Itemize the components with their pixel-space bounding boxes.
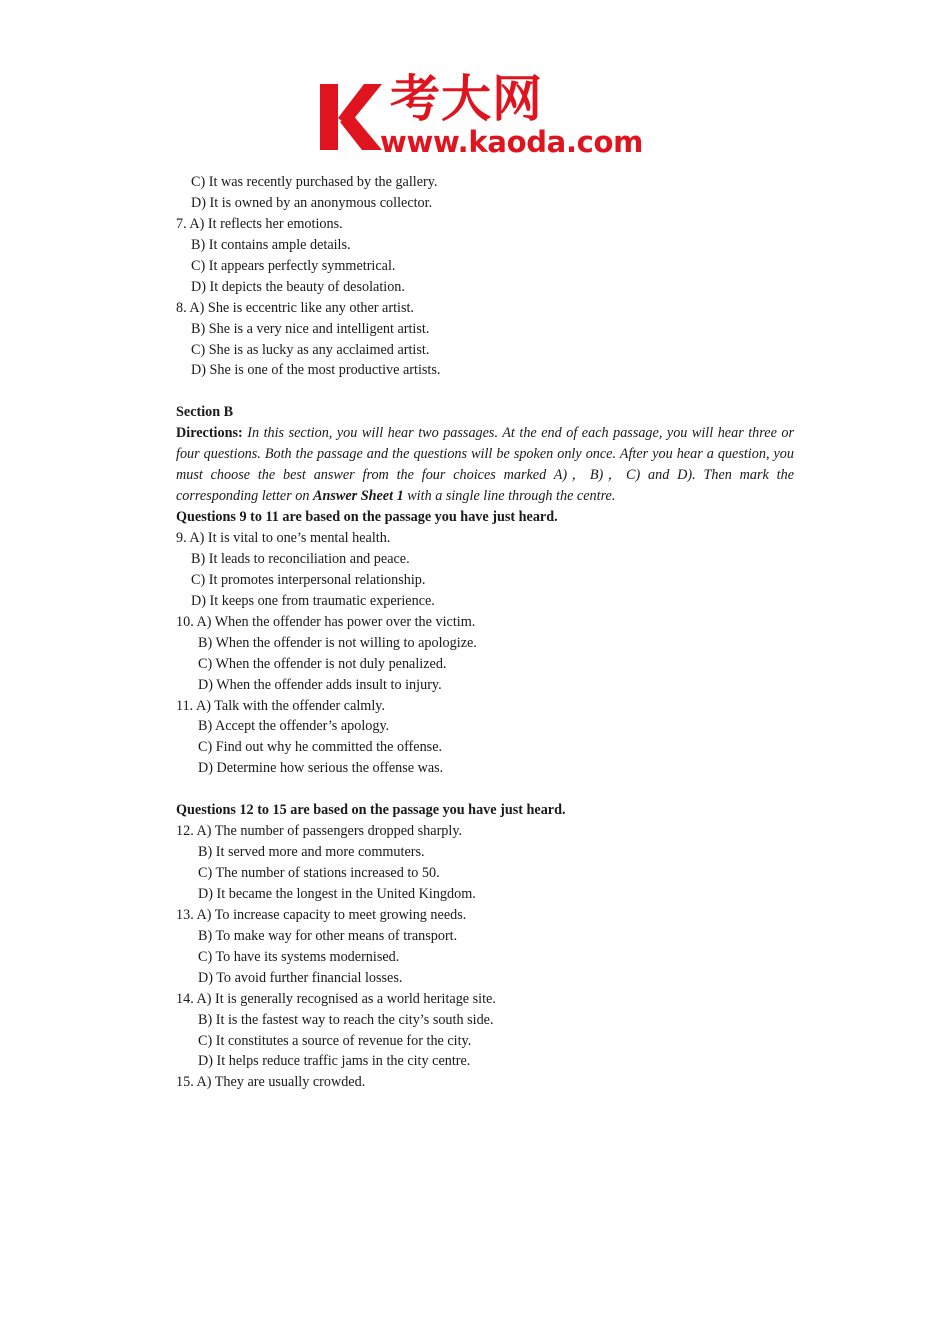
section-directions: Directions: In this section, you will hear two passages. At the end of each passage, you will hear three or four questions. Both the passage and the questions will be spoken only once. After you hear a question, you must choose the best answer from the four choices marked A)，B)，C) and D). Then mark the corresponding letter on Answer Sheet 1 with a single line through the centre. bbox=[176, 425, 794, 505]
question-line: 8. A) She is eccentric like any other artist. bbox=[176, 299, 414, 316]
option-line: C) It was recently purchased by the gallery. bbox=[191, 174, 438, 190]
exam-content bbox=[176, 172, 796, 1093]
option-line: C) The number of stations increased to 50. bbox=[198, 865, 440, 881]
question-line: 7. A) It reflects her emotions. bbox=[176, 215, 343, 232]
group-heading: Questions 12 to 15 are based on the passage you have just heard. bbox=[176, 802, 566, 819]
option-line: D) It helps reduce traffic jams in the city centre. bbox=[198, 1053, 471, 1070]
question-line: 12. A) The number of passengers dropped sharply. bbox=[176, 823, 463, 840]
option-line: D) She is one of the most productive artists. bbox=[191, 362, 441, 379]
question-line: 13. A) To increase capacity to meet growing needs. bbox=[176, 906, 467, 923]
option-line: D) Determine how serious the offense was. bbox=[198, 760, 444, 777]
option-line: D) To avoid further financial losses. bbox=[198, 969, 403, 986]
group1-questions bbox=[176, 528, 796, 779]
option-line: B) Accept the offender’s apology. bbox=[198, 718, 390, 735]
question-line: 11. A) Talk with the offender calmly. bbox=[176, 697, 386, 714]
question-line: 9. A) It is vital to one’s mental health. bbox=[176, 530, 391, 546]
option-line: D) It is owned by an anonymous collector. bbox=[191, 194, 433, 211]
option-line: C) She is as lucky as any acclaimed artist. bbox=[191, 341, 430, 358]
option-line: C) When the offender is not duly penalized. bbox=[198, 655, 447, 672]
option-line: B) When the offender is not willing to apologize. bbox=[198, 634, 477, 651]
option-line: D) It depicts the beauty of desolation. bbox=[191, 278, 405, 295]
logo-url: www.kaoda.com bbox=[380, 125, 644, 159]
option-line: B) It is the fastest way to reach the city’s south side. bbox=[198, 1011, 494, 1028]
group-heading: Questions 9 to 11 are based on the passage you have just heard. bbox=[176, 509, 558, 526]
option-line: B) To make way for other means of transport. bbox=[198, 927, 458, 944]
group2-questions bbox=[176, 821, 796, 1093]
question-line: 10. A) When the offender has power over the victim. bbox=[176, 613, 476, 630]
option-line: C) Find out why he committed the offense. bbox=[198, 739, 443, 756]
option-line: C) It appears perfectly symmetrical. bbox=[191, 257, 396, 274]
option-line: C) It promotes interpersonal relationship. bbox=[191, 571, 426, 588]
option-line: D) When the offender adds insult to injury. bbox=[198, 676, 442, 693]
part1-options bbox=[176, 172, 796, 381]
option-line: B) It leads to reconciliation and peace. bbox=[191, 550, 410, 567]
section-heading: Section B bbox=[176, 404, 234, 421]
option-line: B) It contains ample details. bbox=[191, 236, 351, 253]
question-line: 15. A) They are usually crowded. bbox=[176, 1074, 366, 1091]
option-line: B) She is a very nice and intelligent artist. bbox=[191, 320, 430, 337]
option-line: B) It served more and more commuters. bbox=[198, 844, 425, 861]
question-line: 14. A) It is generally recognised as a world heritage site. bbox=[176, 990, 496, 1007]
option-line: C) It constitutes a source of revenue for the city. bbox=[198, 1032, 472, 1049]
option-line: C) To have its systems modernised. bbox=[198, 948, 400, 965]
site-logo[interactable] bbox=[318, 70, 648, 162]
logo-chinese-name: 考大网 bbox=[390, 70, 543, 128]
k-logo-icon bbox=[318, 82, 382, 152]
option-line: D) It keeps one from traumatic experience. bbox=[191, 592, 435, 609]
option-line: D) It became the longest in the United Kingdom. bbox=[198, 885, 476, 902]
